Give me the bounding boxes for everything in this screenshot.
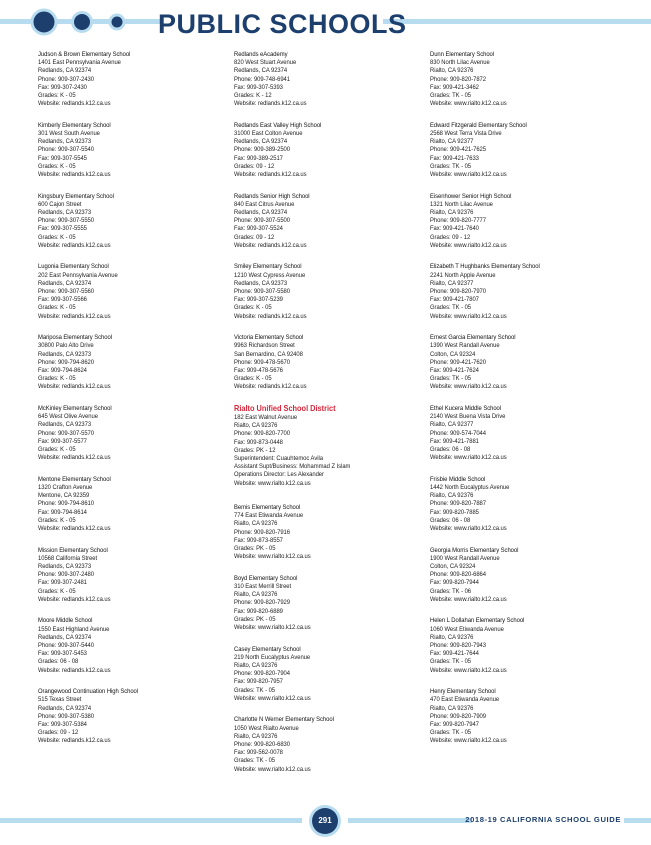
- school-detail-line: Grades: PK - 05: [234, 615, 276, 623]
- school-detail-line: Phone: 909-794-8620: [38, 358, 95, 366]
- school-detail-line: Grades: 06 - 08: [430, 446, 471, 453]
- school-name: Mission Elementary School: [38, 546, 108, 554]
- school-detail-line: Fax: 909-307-2481: [38, 579, 87, 587]
- school-detail-line: Phone: 909-307-5550: [38, 217, 95, 225]
- school-detail-line: Fax: 909-307-5524: [234, 225, 283, 233]
- school-website[interactable]: Website: www.rialto.k12.ca.us: [430, 666, 507, 674]
- school-detail-line: Phone: 909-307-5540: [38, 146, 95, 154]
- school-detail-line: 1390 West Randall Avenue: [430, 342, 500, 350]
- school-detail-line: 840 East Citrus Avenue: [234, 200, 295, 208]
- school-detail-line: Operations Director: Les Alexander: [234, 471, 324, 479]
- school-name: Kingsbury Elementary School: [38, 192, 114, 200]
- school-name: Ernest Garcia Elementary School: [430, 334, 516, 342]
- school-website[interactable]: Website: www.rialto.k12.ca.us: [430, 454, 507, 462]
- school-detail-line: Phone: 909-421-7620: [430, 358, 487, 366]
- school-detail-line: Phone: 909-820-7700: [234, 430, 291, 438]
- school-detail-line: Fax: 909-307-5545: [38, 154, 87, 162]
- school-entry: [234, 646, 430, 717]
- school-name: Redlands East Valley High School: [234, 121, 322, 129]
- footer-bar-middle: [348, 818, 472, 823]
- school-entry: [430, 193, 626, 264]
- school-detail-line: Fax: 909-820-7944: [430, 579, 479, 587]
- school-detail-line: Phone: 909-307-2430: [38, 75, 95, 83]
- school-detail-line: Grades: TK - 05: [430, 658, 472, 666]
- school-detail-line: 1900 West Randall Avenue: [430, 554, 500, 562]
- school-website[interactable]: Website: www.rialto.k12.ca.us: [430, 737, 507, 745]
- school-detail-line: Fax: 909-873-0448: [234, 438, 283, 446]
- school-detail-line: Grades: K - 05: [38, 92, 76, 100]
- school-detail-line: Phone: 909-820-7872: [430, 75, 487, 83]
- school-detail-line: Grades: K - 05: [38, 375, 76, 383]
- school-website[interactable]: Website: www.rialto.k12.ca.us: [430, 525, 507, 532]
- school-detail-line: Phone: 909-748-6941: [234, 75, 291, 83]
- school-detail-line: Rialto, CA 92376: [234, 422, 278, 430]
- school-detail-line: 10568 California Street: [38, 554, 98, 562]
- school-detail-line: 219 North Eucalyptus Avenue: [234, 653, 311, 661]
- header-dot-large: [32, 10, 56, 34]
- school-detail-line: 1210 West Cypress Avenue: [234, 271, 306, 279]
- school-detail-line: Grades: K - 05: [38, 446, 76, 453]
- school-entry: [430, 617, 626, 688]
- header-dot-small: [110, 15, 124, 29]
- school-detail-line: Fax: 909-421-7881: [430, 437, 479, 445]
- school-detail-line: San Bernardino, CA 92408: [234, 350, 303, 358]
- school-entry: [234, 193, 430, 264]
- school-detail-line: Redlands, CA 92373: [38, 421, 92, 429]
- school-detail-line: Grades: 09 - 12: [38, 729, 79, 737]
- school-detail-line: Phone: 909-820-6830: [234, 740, 291, 748]
- school-entry: [38, 263, 234, 334]
- school-column-3: [430, 51, 626, 759]
- school-website[interactable]: Website: redlands.k12.ca.us: [38, 241, 111, 249]
- school-detail-line: Superintendent: Cuauhtemoc Avila: [234, 455, 323, 462]
- school-entry: [38, 405, 234, 476]
- school-website[interactable]: Website: redlands.k12.ca.us: [234, 171, 307, 179]
- school-detail-line: Fax: 909-307-2430: [38, 83, 87, 91]
- school-website[interactable]: Website: www.rialto.k12.ca.us: [234, 765, 311, 773]
- header-dot-medium: [73, 13, 92, 32]
- school-detail-line: Phone: 909-307-5560: [38, 288, 95, 295]
- school-website[interactable]: Website: www.rialto.k12.ca.us: [430, 171, 507, 179]
- school-entry: [430, 334, 626, 405]
- school-detail-line: Redlands, CA 92373: [38, 350, 92, 358]
- school-entry: [430, 122, 626, 193]
- school-detail-line: Colton, CA 92324: [430, 562, 476, 570]
- school-name: Mentone Elementary School: [38, 475, 111, 483]
- school-detail-line: 2140 West Buena Vista Drive: [430, 413, 506, 421]
- school-detail-line: Redlands, CA 92373: [38, 209, 92, 216]
- school-detail-line: Fax: 909-421-7644: [430, 650, 479, 658]
- school-detail-line: Rialto, CA 92376: [430, 633, 474, 641]
- school-name: Frisbie Middle School: [430, 475, 486, 483]
- school-detail-line: Phone: 909-820-7904: [234, 670, 291, 678]
- school-detail-line: Colton, CA 92324: [430, 350, 476, 358]
- school-detail-line: Rialto, CA 92376: [234, 591, 278, 599]
- page-header: [0, 0, 651, 48]
- school-entry: [38, 688, 234, 759]
- school-detail-line: Phone: 909-820-7916: [234, 528, 291, 536]
- school-detail-line: Grades: K - 05: [38, 233, 76, 241]
- school-detail-line: Fax: 909-421-7807: [430, 296, 479, 304]
- school-website[interactable]: Website: www.rialto.k12.ca.us: [234, 694, 311, 702]
- school-detail-line: 774 East Etiwanda Avenue: [234, 512, 304, 520]
- school-detail-line: Grades: PK - 12: [234, 446, 276, 454]
- school-detail-line: Redlands, CA 92373: [38, 562, 92, 570]
- school-detail-line: Redlands, CA 92374: [234, 67, 288, 75]
- school-name: Casey Elementary School: [234, 645, 301, 653]
- school-detail-line: Phone: 909-820-7777: [430, 217, 487, 225]
- school-column-2: [234, 51, 430, 787]
- school-website[interactable]: Website: www.rialto.k12.ca.us: [430, 241, 507, 249]
- school-detail-line: Grades: TK - 05: [430, 304, 472, 312]
- school-website[interactable]: Website: redlands.k12.ca.us: [38, 100, 111, 108]
- school-detail-line: Grades: TK - 06: [430, 587, 472, 595]
- school-detail-line: Fax: 909-562-0078: [234, 749, 283, 757]
- school-detail-line: Rialto, CA 92376: [430, 209, 474, 216]
- school-detail-line: Grades: 09 - 12: [234, 233, 275, 241]
- school-name: Moore Middle School: [38, 617, 93, 625]
- school-entry: [38, 334, 234, 405]
- school-detail-line: Redlands, CA 92373: [38, 138, 92, 146]
- school-detail-line: Phone: 909-389-2500: [234, 146, 291, 154]
- school-name: McKinley Elementary School: [38, 404, 112, 412]
- school-website[interactable]: Website: redlands.k12.ca.us: [38, 383, 111, 391]
- school-detail-line: 1060 West Etiwanda Avenue: [430, 625, 504, 633]
- school-detail-line: Fax: 909-820-6889: [234, 607, 283, 615]
- school-website[interactable]: Website: redlands.k12.ca.us: [38, 454, 111, 462]
- school-detail-line: Grades: 06 - 08: [430, 516, 471, 524]
- school-detail-line: Redlands, CA 92374: [234, 209, 288, 216]
- school-website[interactable]: Website: redlands.k12.ca.us: [38, 666, 111, 674]
- school-entry: [234, 51, 430, 122]
- school-detail-line: Fax: 909-820-7947: [430, 720, 479, 728]
- school-website[interactable]: Website: www.rialto.k12.ca.us: [234, 479, 311, 487]
- school-detail-line: Grades: 06 - 08: [38, 658, 79, 666]
- school-detail-line: Phone: 909-574-7044: [430, 429, 487, 437]
- school-detail-line: Fax: 909-421-7640: [430, 225, 479, 233]
- school-detail-line: Redlands, CA 92373: [234, 279, 288, 287]
- school-website[interactable]: Website: www.rialto.k12.ca.us: [430, 312, 507, 320]
- school-detail-line: Fax: 909-307-5239: [234, 296, 283, 304]
- school-name: Redlands eAcademy: [234, 51, 288, 58]
- school-detail-line: Fax: 909-421-3462: [430, 83, 479, 91]
- school-detail-line: 1320 Crafton Avenue: [38, 483, 93, 491]
- school-detail-line: Grades: K - 05: [38, 587, 76, 595]
- school-detail-line: Fax: 909-794-8624: [38, 367, 87, 374]
- school-name: Boyd Elementary School: [234, 574, 298, 582]
- school-detail-line: Fax: 909-307-5555: [38, 225, 87, 233]
- school-detail-line: Grades: TK - 05: [234, 757, 276, 765]
- school-detail-line: Phone: 909-820-7970: [430, 288, 487, 295]
- school-detail-line: Grades: K - 05: [38, 304, 76, 312]
- school-entry: [234, 122, 430, 193]
- school-name: Smiley Elementary School: [234, 263, 302, 271]
- school-name: Victoria Elementary School: [234, 334, 304, 342]
- school-entry: [430, 51, 626, 122]
- school-detail-line: 1321 North Lilac Avenue: [430, 200, 493, 208]
- school-detail-line: Grades: 09 - 12: [430, 233, 471, 241]
- school-detail-line: Phone: 909-820-7909: [430, 712, 487, 720]
- school-column-1: [38, 51, 234, 759]
- school-detail-line: 830 North Lilac Avenue: [430, 59, 490, 67]
- school-detail-line: Redlands, CA 92374: [38, 633, 92, 641]
- school-entry: [234, 575, 430, 646]
- school-detail-line: Fax: 909-478-5676: [234, 367, 283, 374]
- school-detail-line: Grades: TK - 05: [430, 162, 472, 170]
- school-entry: [38, 476, 234, 547]
- school-detail-line: 202 East Pennsylvania Avenue: [38, 271, 118, 279]
- school-detail-line: Rialto, CA 92377: [430, 421, 474, 429]
- school-detail-line: Rialto, CA 92376: [234, 661, 278, 669]
- school-website[interactable]: Website: redlands.k12.ca.us: [38, 595, 111, 603]
- school-detail-line: Phone: 909-421-7625: [430, 146, 487, 154]
- school-detail-line: Rialto, CA 92376: [430, 492, 474, 500]
- school-detail-line: Rialto, CA 92377: [430, 138, 474, 146]
- school-website[interactable]: Website: redlands.k12.ca.us: [38, 737, 111, 745]
- school-detail-line: 1442 North Eucalyptus Avenue: [430, 483, 510, 491]
- school-detail-line: 301 West South Avenue: [38, 130, 100, 137]
- school-name: Ethel Kucera Middle School: [430, 404, 502, 412]
- school-entry: [38, 617, 234, 688]
- school-website[interactable]: Website: www.rialto.k12.ca.us: [430, 383, 507, 391]
- school-detail-line: Grades: K - 12: [234, 92, 272, 100]
- header-bar-right: [383, 19, 651, 24]
- page-title: PUBLIC SCHOOLS: [158, 9, 407, 39]
- school-name: Mariposa Elementary School: [38, 334, 112, 342]
- school-name: Dunn Elementary School: [430, 51, 495, 58]
- school-detail-line: Grades: K - 05: [38, 162, 76, 170]
- school-detail-line: Phone: 909-820-7929: [234, 599, 291, 607]
- school-entry: [234, 716, 430, 787]
- school-detail-line: 2568 West Terra Vista Drive: [430, 130, 502, 137]
- guide-title: 2018-19 CALIFORNIA SCHOOL GUIDE: [465, 815, 621, 824]
- school-entry: [430, 688, 626, 759]
- school-detail-line: 31000 East Colton Avenue: [234, 130, 303, 137]
- school-website[interactable]: Website: www.rialto.k12.ca.us: [234, 553, 311, 561]
- school-name: Orangewood Continuation High School: [38, 688, 139, 696]
- school-website[interactable]: Website: redlands.k12.ca.us: [234, 100, 307, 108]
- school-entry: [38, 122, 234, 193]
- school-name: Eisenhower Senior High School: [430, 192, 512, 200]
- school-name: Lugonia Elementary School: [38, 263, 109, 271]
- school-name: Helen L Dollahan Elementary School: [430, 617, 525, 625]
- school-detail-line: 470 East Etiwanda Avenue: [430, 696, 500, 704]
- school-detail-line: 1050 West Rialto Avenue: [234, 724, 299, 732]
- school-detail-line: Phone: 909-478-5670: [234, 358, 291, 366]
- school-detail-line: 645 West Olive Avenue: [38, 413, 98, 421]
- school-detail-line: 30800 Palo Alto Drive: [38, 342, 94, 350]
- school-detail-line: Fax: 909-307-5577: [38, 437, 87, 445]
- school-detail-line: Redlands, CA 92374: [234, 138, 288, 146]
- district-name: Rialto Unified School District: [234, 404, 336, 413]
- footer-bar-right: [624, 818, 651, 823]
- school-detail-line: Mentone, CA 92359: [38, 492, 90, 500]
- school-detail-line: Assistant Supt/Business: Mohammad Z Islam: [234, 463, 351, 471]
- school-detail-line: Phone: 909-820-7887: [430, 500, 487, 508]
- school-website[interactable]: Website: www.rialto.k12.ca.us: [430, 595, 507, 603]
- school-name: Georgia Morris Elementary School: [430, 546, 519, 554]
- district-entry: [234, 405, 430, 504]
- school-name: Redlands Senior High School: [234, 192, 310, 200]
- school-detail-line: Redlands, CA 92374: [38, 67, 92, 75]
- school-entry: [234, 334, 430, 405]
- school-detail-line: Fax: 909-820-7885: [430, 508, 479, 516]
- school-detail-line: 2241 North Apple Avenue: [430, 271, 496, 279]
- school-detail-line: Grades: PK - 05: [234, 545, 276, 552]
- school-entry: [38, 51, 234, 122]
- school-detail-line: Fax: 909-307-5566: [38, 296, 87, 304]
- school-detail-line: Rialto, CA 92376: [430, 704, 474, 712]
- school-detail-line: Phone: 909-307-5380: [38, 712, 95, 720]
- school-detail-line: Grades: K - 05: [234, 375, 272, 383]
- school-website[interactable]: Website: redlands.k12.ca.us: [38, 525, 111, 532]
- school-detail-line: Fax: 909-389-2517: [234, 154, 283, 162]
- school-detail-line: Phone: 909-307-5580: [234, 288, 291, 295]
- school-website[interactable]: Website: redlands.k12.ca.us: [38, 171, 111, 179]
- school-detail-line: Grades: K - 05: [38, 516, 76, 524]
- school-detail-line: Grades: TK - 05: [430, 375, 472, 383]
- school-name: Kimberly Elementary School: [38, 121, 111, 129]
- school-entry: [430, 547, 626, 618]
- school-detail-line: Fax: 909-307-5453: [38, 650, 87, 658]
- school-detail-line: Phone: 909-820-7943: [430, 641, 487, 649]
- school-detail-line: 820 West Stuart Avenue: [234, 59, 297, 67]
- school-detail-line: 310 East Merrill Street: [234, 582, 292, 590]
- school-detail-line: Grades: TK - 05: [234, 686, 276, 694]
- school-detail-line: Fax: 909-421-7633: [430, 154, 479, 162]
- school-website[interactable]: Website: redlands.k12.ca.us: [234, 312, 307, 320]
- school-website[interactable]: Website: www.rialto.k12.ca.us: [430, 100, 507, 108]
- page-number: 291: [312, 808, 338, 834]
- school-name: Charlotte N Werner Elementary School: [234, 716, 334, 724]
- school-website[interactable]: Website: www.rialto.k12.ca.us: [234, 624, 311, 631]
- school-entry: [430, 263, 626, 334]
- footer-bar-left: [0, 818, 302, 823]
- school-detail-line: Fax: 909-873-8557: [234, 536, 283, 544]
- school-detail-line: Grades: 09 - 12: [234, 162, 275, 170]
- school-detail-line: Fax: 909-421-7624: [430, 367, 479, 374]
- school-detail-line: Phone: 909-307-5440: [38, 641, 95, 649]
- school-website[interactable]: Website: redlands.k12.ca.us: [38, 312, 111, 320]
- school-entry: [430, 476, 626, 547]
- school-detail-line: Grades: TK - 05: [430, 92, 472, 100]
- school-entry: [234, 504, 430, 575]
- school-detail-line: Redlands, CA 92374: [38, 279, 92, 287]
- school-detail-line: Grades: TK - 05: [430, 729, 472, 737]
- school-detail-line: Redlands, CA 92374: [38, 704, 92, 712]
- school-detail-line: Fax: 909-820-7957: [234, 678, 283, 686]
- school-detail-line: Phone: 909-307-2480: [38, 571, 95, 579]
- school-detail-line: 1401 East Pennsylvania Avenue: [38, 59, 121, 67]
- school-entry: [38, 193, 234, 264]
- school-name: Bemis Elementary School: [234, 503, 301, 511]
- school-detail-line: Phone: 909-794-8610: [38, 500, 95, 508]
- school-entry: [234, 263, 430, 334]
- school-detail-line: 9963 Richardson Street: [234, 342, 295, 350]
- school-detail-line: Fax: 909-307-5384: [38, 720, 87, 728]
- school-name: Elizabeth T Hughbanks Elementary School: [430, 263, 540, 271]
- school-name: Henry Elementary School: [430, 688, 496, 696]
- school-detail-line: Rialto, CA 92376: [234, 520, 278, 528]
- school-website[interactable]: Website: redlands.k12.ca.us: [234, 383, 307, 391]
- school-entry: [38, 547, 234, 618]
- school-detail-line: Rialto, CA 92377: [430, 279, 474, 287]
- school-detail-line: Grades: K - 05: [234, 304, 272, 312]
- school-detail-line: 515 Texas Street: [38, 696, 82, 704]
- school-name: Judson & Brown Elementary School: [38, 51, 131, 58]
- school-detail-line: Fax: 909-307-5393: [234, 83, 283, 91]
- school-detail-line: Rialto, CA 92376: [430, 67, 474, 75]
- school-entry: [430, 405, 626, 476]
- school-website[interactable]: Website: redlands.k12.ca.us: [234, 241, 307, 249]
- school-name: Edward Fitzgerald Elementary School: [430, 121, 527, 129]
- school-detail-line: 182 East Walnut Avenue: [234, 413, 298, 421]
- school-detail-line: Fax: 909-794-8614: [38, 508, 87, 516]
- school-detail-line: 600 Cajon Street: [38, 200, 82, 208]
- school-detail-line: 1550 East Highland Avenue: [38, 625, 110, 633]
- school-detail-line: Phone: 909-307-5570: [38, 429, 95, 437]
- school-detail-line: Phone: 909-820-6864: [430, 571, 487, 579]
- school-detail-line: Phone: 909-307-5500: [234, 217, 291, 225]
- school-detail-line: Rialto, CA 92376: [234, 732, 278, 740]
